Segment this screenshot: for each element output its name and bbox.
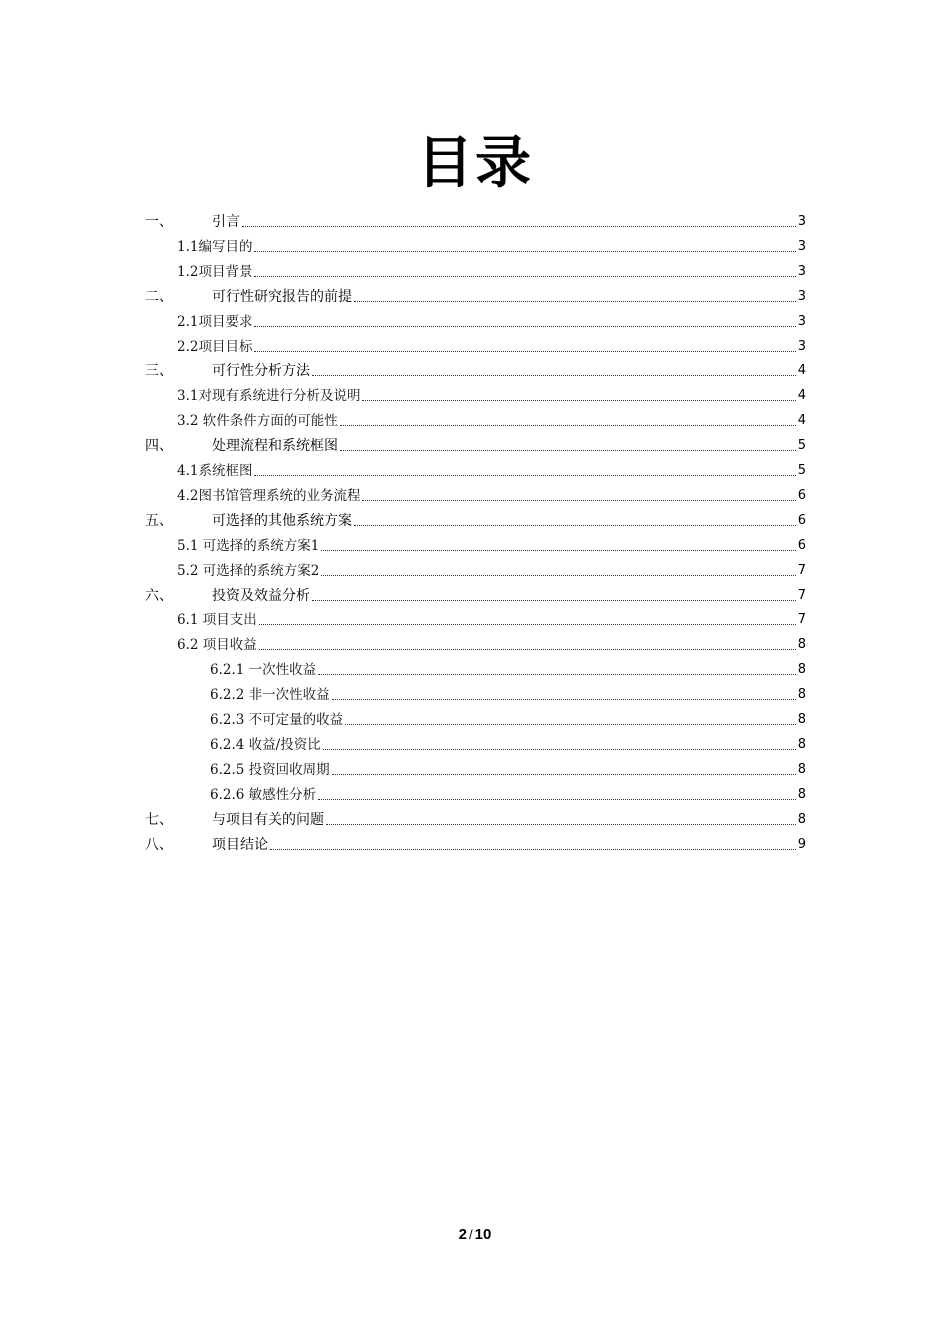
toc-entry-label: 项目结论 (212, 836, 268, 853)
page-separator: / (469, 1227, 473, 1242)
toc-entry-page: 3 (797, 214, 806, 229)
toc-dot-leader (254, 351, 795, 352)
toc-entry-page: 8 (797, 662, 806, 678)
toc-entry-label: 可行性研究报告的前提 (212, 288, 352, 305)
toc-dot-leader (354, 301, 796, 302)
toc-entry[interactable] (177, 480, 806, 505)
toc-dot-leader (270, 849, 796, 850)
toc-entry-number: 六、 (145, 587, 173, 604)
toc-entry[interactable] (210, 779, 806, 804)
toc-entry-page: 3 (797, 313, 806, 329)
toc-entry-label: 可选择的其他系统方案 (212, 512, 352, 529)
toc-entry[interactable] (177, 405, 806, 430)
total-page-count: 10 (474, 1226, 492, 1243)
toc-dot-leader (345, 724, 796, 725)
toc-dot-leader (332, 774, 796, 775)
toc-entry[interactable] (210, 654, 806, 679)
toc-entry[interactable] (177, 629, 806, 654)
toc-entry-number: 七、 (145, 811, 173, 828)
toc-dot-leader (254, 276, 795, 277)
toc-dot-leader (362, 500, 795, 501)
page-number (0, 1226, 950, 1243)
toc-dot-leader (340, 425, 796, 426)
toc-dot-leader (312, 375, 796, 376)
toc-entry-page: 8 (797, 736, 806, 752)
toc-entry[interactable] (210, 754, 806, 779)
toc-entry-label: 6.2.5 投资回收周期 (210, 761, 330, 778)
toc-entry-page: 8 (797, 786, 806, 802)
toc-entry[interactable] (145, 281, 806, 306)
toc-dot-leader (321, 575, 795, 576)
toc-entry-page: 4 (797, 388, 806, 404)
toc-entry-page: 3 (797, 238, 806, 254)
toc-entry-page: 6 (797, 537, 806, 553)
toc-entry-number: 五、 (145, 512, 173, 529)
toc-entry[interactable] (210, 679, 806, 704)
toc-entry[interactable] (210, 704, 806, 729)
toc-entry[interactable] (177, 555, 806, 580)
toc-entry-label: 1.1编写目的 (177, 238, 253, 255)
toc-dot-leader (321, 550, 795, 551)
toc-entry-page: 8 (797, 712, 806, 727)
toc-entry-number: 二、 (145, 288, 173, 305)
toc-dot-leader (254, 326, 795, 327)
toc-dot-leader (332, 699, 796, 700)
current-page-number: 2 (458, 1226, 468, 1243)
toc-entry[interactable] (177, 455, 806, 480)
toc-entry[interactable] (145, 430, 806, 455)
toc-entry-page: 7 (797, 587, 806, 603)
toc-entry-label: 6.2.1 一次性收益 (210, 662, 317, 679)
toc-entry[interactable] (145, 505, 806, 530)
toc-dot-leader (318, 799, 796, 800)
toc-dot-leader (259, 649, 796, 650)
toc-entry-number: 八、 (145, 836, 173, 853)
toc-entry[interactable] (177, 306, 806, 331)
toc-entry-page: 7 (797, 612, 806, 628)
toc-dot-leader (312, 600, 796, 601)
toc-entry[interactable] (177, 231, 806, 256)
toc-entry-page: 4 (797, 363, 806, 379)
toc-entry-label: 与项目有关的问题 (212, 811, 324, 828)
toc-entry-page: 3 (797, 288, 806, 304)
toc-entry-label: 1.2项目背景 (177, 263, 253, 280)
toc-entry[interactable] (145, 206, 806, 231)
toc-entry-page: 8 (797, 687, 806, 703)
page-title: 目录 (417, 130, 533, 196)
toc-entry-label: 处理流程和系统框图 (212, 438, 338, 455)
toc-entry-label: 可行性分析方法 (212, 363, 310, 380)
toc-entry-label: 4.1系统框图 (177, 463, 253, 479)
toc-dot-leader (254, 251, 795, 252)
toc-entry-page: 5 (797, 438, 806, 454)
toc-entry-page: 6 (797, 512, 806, 528)
toc-dot-leader (362, 400, 795, 401)
toc-entry-page: 8 (797, 637, 806, 653)
toc-entry-label: 6.2.4 收益/投资比 (210, 736, 321, 753)
toc-dot-leader (254, 475, 795, 476)
toc-entry[interactable] (145, 829, 806, 854)
toc-entry-page: 7 (797, 562, 806, 578)
toc-entry-label: 引言 (212, 214, 240, 230)
toc-dot-leader (340, 450, 796, 451)
toc-entry-label: 3.2 软件条件方面的可能性 (177, 413, 338, 430)
toc-entry[interactable] (145, 580, 806, 605)
toc-entry-page: 3 (797, 263, 806, 279)
toc-entry-number: 一、 (145, 214, 173, 230)
toc-entry[interactable] (145, 355, 806, 380)
toc-entry[interactable] (210, 729, 806, 754)
toc-entry[interactable] (177, 380, 806, 405)
toc-entry-label: 投资及效益分析 (212, 587, 310, 604)
toc-entry-label: 2.2项目目标 (177, 338, 253, 355)
toc-entry-label: 4.2图书馆管理系统的业务流程 (177, 487, 361, 504)
toc-entry-page: 3 (797, 338, 806, 354)
toc-entry-label: 6.1 项目支出 (177, 612, 257, 629)
toc-entry-label: 6.2.2 非一次性收益 (210, 687, 330, 704)
toc-entry-label: 3.1对现有系统进行分析及说明 (177, 388, 361, 405)
toc-entry-page: 5 (797, 463, 806, 478)
toc-dot-leader (323, 749, 796, 750)
toc-dot-leader (259, 624, 796, 625)
toc-entry-label: 2.1项目要求 (177, 313, 253, 330)
toc-entry-label: 6.2 项目收益 (177, 637, 257, 654)
toc-entry[interactable] (177, 331, 806, 356)
toc-dot-leader (354, 525, 796, 526)
toc-entry-number: 四、 (145, 438, 173, 455)
toc-entry-page: 6 (797, 487, 806, 503)
toc-entry-label: 6.2.3 不可定量的收益 (210, 712, 344, 728)
toc-entry[interactable] (177, 530, 806, 555)
toc-dot-leader (242, 226, 796, 227)
toc-entry-label: 6.2.6 敏感性分析 (210, 786, 317, 803)
toc-entry[interactable] (145, 804, 806, 829)
toc-entry-page: 8 (797, 811, 806, 827)
toc-entry-page: 8 (797, 761, 806, 777)
toc-dot-leader (326, 824, 796, 825)
toc-entry-page: 4 (797, 413, 806, 429)
toc-entry-number: 三、 (145, 363, 173, 380)
toc-entry-page: 9 (797, 836, 806, 852)
toc-entry-label: 5.1 可选择的系统方案1 (177, 537, 320, 554)
toc-dot-leader (318, 674, 796, 675)
toc-entry[interactable] (177, 604, 806, 629)
toc-entry[interactable] (177, 256, 806, 281)
toc-entry-label: 5.2 可选择的系统方案2 (177, 562, 320, 579)
